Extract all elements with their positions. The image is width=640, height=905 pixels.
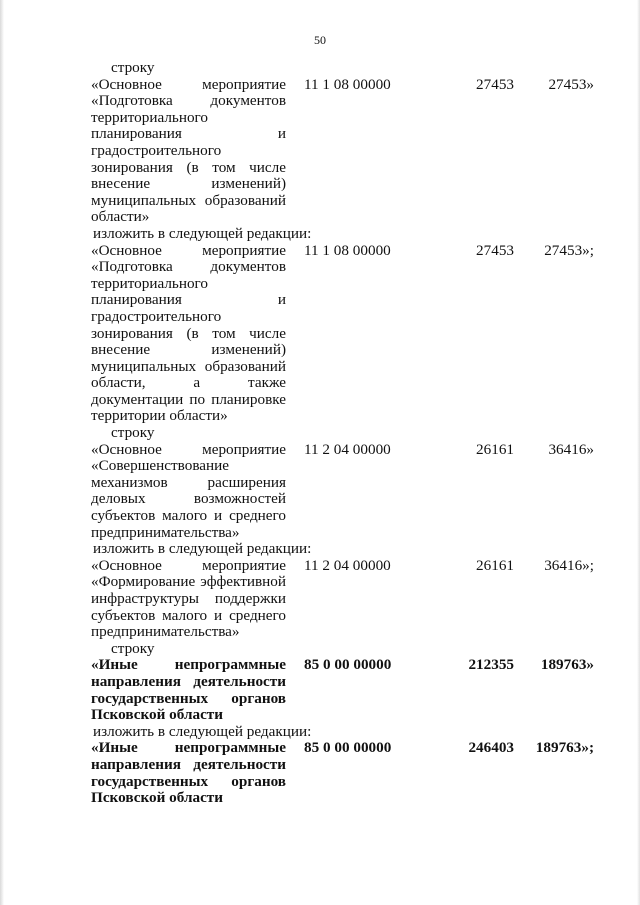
document-body [91, 60, 611, 807]
row-value-2: 27453»; [544, 241, 594, 259]
row-value-1: 26161 [476, 440, 514, 458]
line-label: строку [111, 59, 155, 76]
row-description: «Основное мероприятие «Подготовка документов территориального планирования и градостроительного зонирования (в том числе внесение изменений) муниципальных образований области» [91, 75, 286, 226]
row-value-1: 27453 [476, 241, 514, 259]
row-value-2: 189763»; [535, 739, 594, 757]
row-value-2: 36416»; [544, 556, 594, 574]
replace-label: изложить в следующей редакции: [93, 540, 312, 558]
table-row [91, 558, 611, 641]
row-value-1: 212355 [468, 656, 514, 674]
row-description: «Основное мероприятие «Совершенствование механизмов расширения деловых возможностей субъектов малого и среднего предпринимательства» [91, 440, 286, 541]
line-label: строку [111, 639, 155, 657]
row-value-1: 26161 [476, 556, 514, 574]
row-code: 11 2 04 00000 [304, 440, 391, 458]
table-row [91, 740, 611, 806]
row-code: 11 2 04 00000 [304, 556, 391, 574]
line-label: строку [111, 424, 155, 442]
replace-label: изложить в следующей редакции: [93, 224, 312, 242]
row-code: 11 1 08 00000 [304, 241, 391, 259]
row-description: «Основное мероприятие «Подготовка документов территориального планирования и градостроительного зонирования (в том числе внесение изменений) муниципальных образований области, а также документации по планировке территории области» [91, 241, 286, 425]
replace-label: изложить в следующей редакции: [93, 722, 312, 740]
row-value-2: 189763» [540, 656, 594, 674]
row-code: 85 0 00 00000 [304, 656, 392, 674]
row-code: 85 0 00 00000 [304, 739, 392, 757]
page-number: 50 [314, 33, 326, 47]
page-edge-left [0, 0, 4, 905]
table-row [91, 657, 611, 723]
row-value-2: 36416» [548, 440, 594, 458]
row-description: «Иные непрограммные направления деятельности государственных органов Псковской области [91, 656, 286, 724]
row-description: «Иные непрограммные направления деятельности государственных органов Псковской области [91, 739, 286, 807]
row-code: 11 1 08 00000 [304, 75, 391, 93]
row-value-1: 27453 [476, 75, 514, 93]
row-value-2: 27453» [548, 75, 594, 93]
row-description: «Основное мероприятие «Формирование эффективной инфраструктуры поддержки субъектов малого и среднего предпринимательства» [91, 556, 286, 641]
row-value-1: 246403 [468, 739, 514, 757]
table-row [91, 77, 611, 226]
table-row [91, 442, 611, 542]
table-row [91, 243, 611, 426]
